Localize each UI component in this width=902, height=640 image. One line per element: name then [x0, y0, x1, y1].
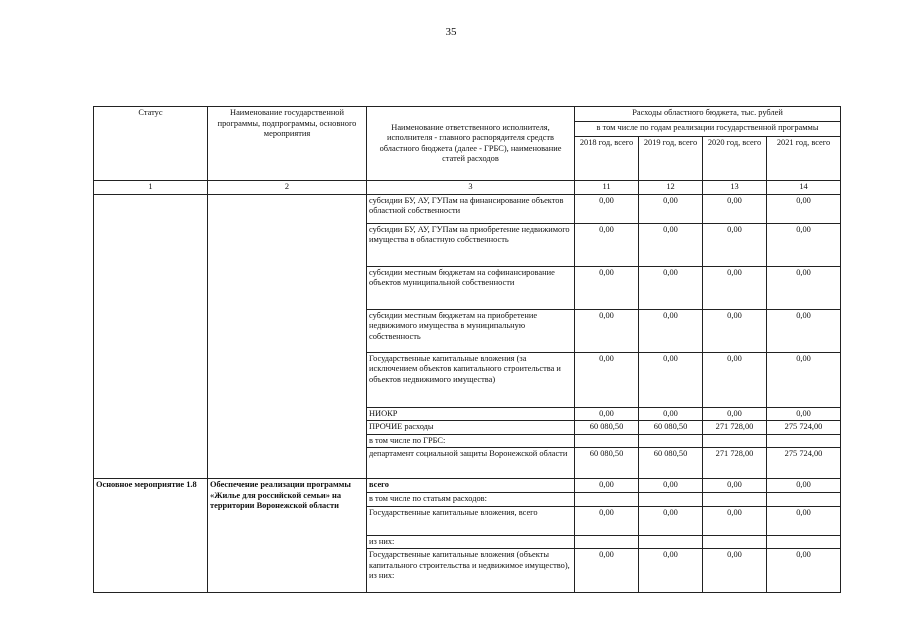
value-2020: 0,00: [703, 407, 767, 421]
value-2018: 0,00: [575, 479, 639, 493]
row-label: Государственные капитальные вложения (за исключением объектов капитального строительства и объектов недвижимого имущества): [367, 352, 575, 407]
value-2019: 60 080,50: [639, 421, 703, 435]
row-label: всего: [367, 479, 575, 493]
value-2019: 0,00: [639, 309, 703, 352]
value-2021: 0,00: [767, 266, 841, 309]
value-2019: 0,00: [639, 223, 703, 266]
column-number: 3: [367, 181, 575, 195]
header-by-years: в том числе по годам реализации государственной программы: [575, 122, 841, 137]
row-label: НИОКР: [367, 407, 575, 421]
value-2020: 0,00: [703, 223, 767, 266]
value-2021: 0,00: [767, 309, 841, 352]
budget-table: [93, 106, 841, 593]
value-2018: [575, 535, 639, 549]
status-cell-empty: [94, 194, 208, 479]
row-label: ПРОЧИЕ расходы: [367, 421, 575, 435]
row-label: Государственные капитальные вложения (объекты капитального строительства и недвижимое имущество), из них:: [367, 549, 575, 593]
value-2019: 0,00: [639, 479, 703, 493]
value-2021: 0,00: [767, 549, 841, 593]
value-2018: [575, 492, 639, 506]
value-2019: 0,00: [639, 506, 703, 535]
column-number: 13: [703, 181, 767, 195]
value-2018: 60 080,50: [575, 448, 639, 479]
header-expenses: Расходы областного бюджета, тыс. рублей: [575, 107, 841, 122]
value-2020: 0,00: [703, 506, 767, 535]
row-label: субсидии местным бюджетам на приобретение недвижимого имущества в муниципальную собственность: [367, 309, 575, 352]
value-2018: 0,00: [575, 352, 639, 407]
row-label: Государственные капитальные вложения, всего: [367, 506, 575, 535]
row-label: субсидии местным бюджетам на софинансирование объектов муниципальной собственности: [367, 266, 575, 309]
value-2021: [767, 434, 841, 448]
header-year-2018: 2018 год, всего: [575, 137, 639, 181]
value-2019: 0,00: [639, 407, 703, 421]
value-2018: 0,00: [575, 549, 639, 593]
header-year-2020: 2020 год, всего: [703, 137, 767, 181]
value-2021: 0,00: [767, 223, 841, 266]
column-number: 1: [94, 181, 208, 195]
value-2020: 271 728,00: [703, 421, 767, 435]
value-2019: [639, 434, 703, 448]
header-year-2021: 2021 год, всего: [767, 137, 841, 181]
value-2021: 0,00: [767, 506, 841, 535]
header-year-2019: 2019 год, всего: [639, 137, 703, 181]
value-2021: 275 724,00: [767, 448, 841, 479]
value-2020: 0,00: [703, 352, 767, 407]
value-2021: 0,00: [767, 352, 841, 407]
header-status: Статус: [94, 107, 208, 181]
value-2021: 0,00: [767, 194, 841, 223]
column-number: 12: [639, 181, 703, 195]
column-number: 2: [208, 181, 367, 195]
value-2018: 0,00: [575, 407, 639, 421]
value-2021: 0,00: [767, 407, 841, 421]
column-number-row: [94, 181, 841, 195]
value-2020: 0,00: [703, 549, 767, 593]
column-number: 11: [575, 181, 639, 195]
header-executor: Наименование ответственного исполнителя, исполнителя - главного распорядителя средств областного бюджета (далее - ГРБС), наименование статей расходов: [367, 107, 575, 181]
value-2020: [703, 434, 767, 448]
measure-name: Обеспечение реализации программы «Жилье для российской семьи» на территории Воронежской области: [208, 479, 367, 593]
value-2019: [639, 492, 703, 506]
row-label: субсидии БУ, АУ, ГУПам на финансирование объектов областной собственности: [367, 194, 575, 223]
value-2018: [575, 434, 639, 448]
value-2018: 60 080,50: [575, 421, 639, 435]
value-2021: 0,00: [767, 479, 841, 493]
value-2020: 0,00: [703, 266, 767, 309]
value-2019: 0,00: [639, 266, 703, 309]
column-number: 14: [767, 181, 841, 195]
value-2021: 275 724,00: [767, 421, 841, 435]
row-label: субсидии БУ, АУ, ГУПам на приобретение недвижимого имущества в областную собственность: [367, 223, 575, 266]
value-2019: 0,00: [639, 549, 703, 593]
value-2020: 0,00: [703, 309, 767, 352]
table-row: [94, 479, 841, 493]
row-label: в том числе по ГРБС:: [367, 434, 575, 448]
value-2020: 0,00: [703, 479, 767, 493]
table-row: [94, 194, 841, 223]
page-number: 35: [445, 26, 457, 38]
value-2020: [703, 535, 767, 549]
header-program-name: Наименование государственной программы, подпрограммы, основного мероприятия: [208, 107, 367, 181]
value-2021: [767, 535, 841, 549]
value-2018: 0,00: [575, 266, 639, 309]
header-row-1: [94, 107, 841, 122]
value-2021: [767, 492, 841, 506]
value-2018: 0,00: [575, 194, 639, 223]
value-2019: [639, 535, 703, 549]
row-label: в том числе по статьям расходов:: [367, 492, 575, 506]
row-label: департамент социальной защиты Воронежской области: [367, 448, 575, 479]
value-2020: [703, 492, 767, 506]
value-2018: 0,00: [575, 506, 639, 535]
row-label: из них:: [367, 535, 575, 549]
value-2020: 0,00: [703, 194, 767, 223]
value-2020: 271 728,00: [703, 448, 767, 479]
program-cell-empty: [208, 194, 367, 479]
measure-status: Основное мероприятие 1.8: [94, 479, 208, 593]
value-2018: 0,00: [575, 223, 639, 266]
value-2019: 0,00: [639, 352, 703, 407]
value-2018: 0,00: [575, 309, 639, 352]
value-2019: 60 080,50: [639, 448, 703, 479]
value-2019: 0,00: [639, 194, 703, 223]
